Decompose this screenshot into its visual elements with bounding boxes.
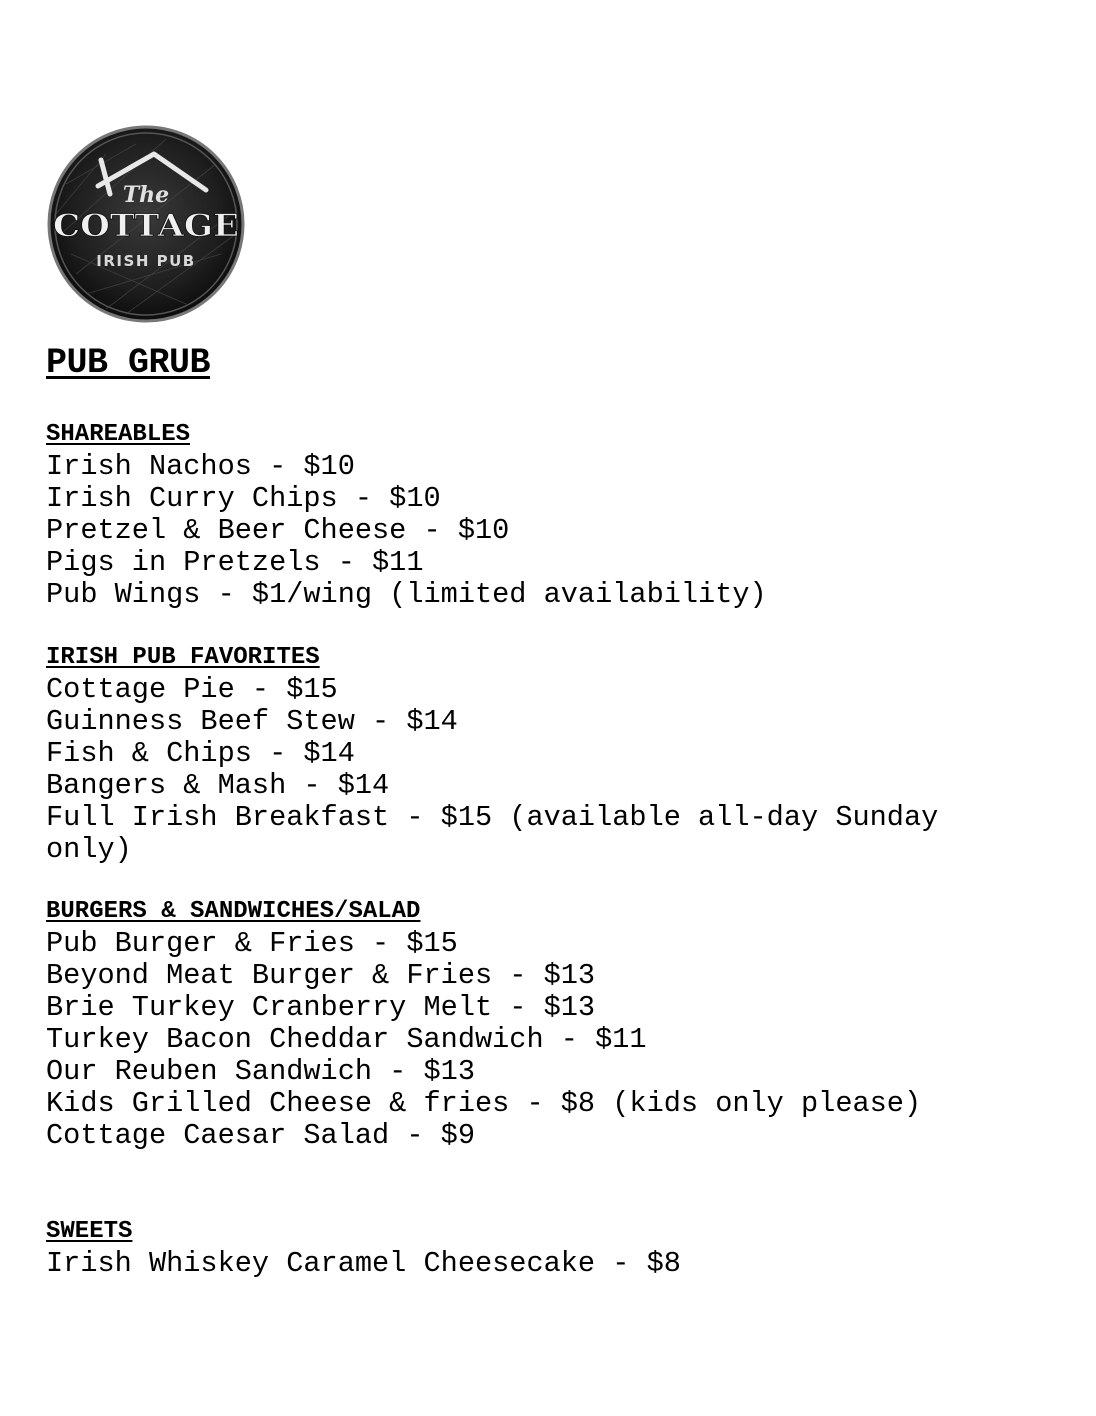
menu-item: Kids Grilled Cheese & fries - $8 (kids only please) (46, 1087, 922, 1120)
menu-item: Irish Curry Chips - $10 (46, 482, 441, 515)
logo-text-small: The (122, 182, 170, 208)
menu-item: Brie Turkey Cranberry Melt - $13 (46, 991, 596, 1024)
section-irish-pub-favorites (46, 642, 1076, 866)
menu-item: Pub Burger & Fries - $15 (46, 927, 458, 960)
menu-item: Fish & Chips - $14 (46, 737, 355, 770)
menu-list (46, 928, 1076, 1152)
menu-item: Irish Nachos - $10 (46, 450, 355, 483)
menu-item: Pretzel & Beer Cheese - $10 (46, 514, 510, 547)
menu-list (46, 674, 1076, 866)
page-title: PUB GRUB (46, 343, 211, 383)
pub-logo (46, 124, 246, 324)
menu-item: Pigs in Pretzels - $11 (46, 546, 424, 579)
section-heading: SWEETS (46, 1218, 133, 1245)
menu-item: Beyond Meat Burger & Fries - $13 (46, 959, 596, 992)
menu-item: Our Reuben Sandwich - $13 (46, 1055, 475, 1088)
section-heading: IRISH PUB FAVORITES (46, 644, 320, 671)
logo-text-main: COTTAGE (53, 208, 240, 244)
section-burgers-sandwiches-salad (46, 896, 1076, 1152)
menu-item: Turkey Bacon Cheddar Sandwich - $11 (46, 1023, 647, 1056)
menu-item: Guinness Beef Stew - $14 (46, 705, 458, 738)
section-heading: SHAREABLES (46, 421, 191, 448)
menu-item: Cottage Pie - $15 (46, 673, 338, 706)
section-sweets (46, 1216, 1076, 1280)
section-shareables (46, 419, 1076, 611)
menu-item: Pub Wings - $1/wing (limited availability) (46, 578, 767, 611)
menu-list (46, 451, 1076, 611)
menu-item: Bangers & Mash - $14 (46, 769, 390, 802)
section-heading: BURGERS & SANDWICHES/SALAD (46, 898, 421, 925)
menu-item: Cottage Caesar Salad - $9 (46, 1119, 475, 1152)
menu-list (46, 1248, 1076, 1280)
menu-item: Full Irish Breakfast - $15 (available all-day Sunday only) (46, 801, 956, 866)
logo-text-sub: IRISH PUB (96, 252, 196, 270)
menu-item: Irish Whiskey Caramel Cheesecake - $8 (46, 1247, 681, 1280)
